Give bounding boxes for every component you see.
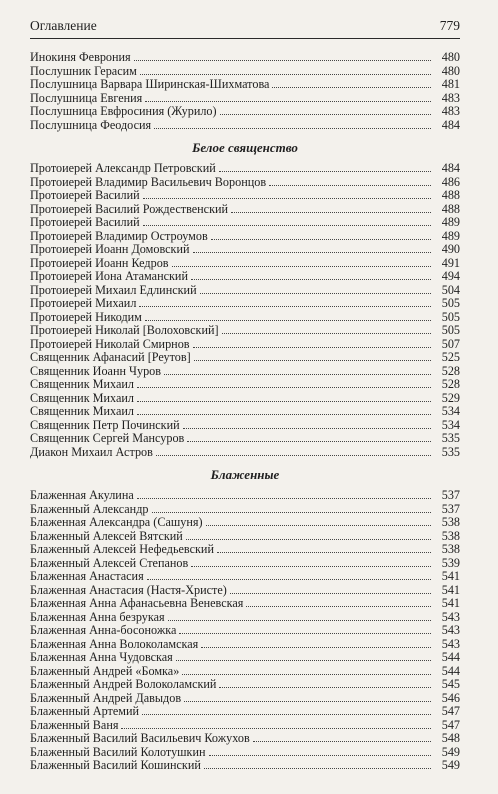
toc-entry [30,65,460,79]
toc-entry-page: 481 [441,77,460,91]
toc-entry [30,176,460,190]
toc-entry [30,705,460,719]
toc-entry-name: Блаженная Анастасия [30,569,144,583]
toc-entry-page: 549 [441,744,460,759]
toc-entry-name: Блаженная Анна безрукая [30,609,165,624]
toc-entry-page: 544 [441,650,460,664]
toc-entry [30,297,460,311]
dot-leader [217,543,431,553]
toc-entry-page: 489 [441,215,460,229]
toc-entry-name: Блаженный Андрей Волоколамский [30,677,217,691]
dot-leader [182,665,431,675]
toc-entry-page: 529 [441,390,460,405]
toc-entry-name: Блаженный Александр [30,501,149,516]
dot-leader [219,162,431,172]
toc-entry-page: 535 [441,444,460,459]
toc-entry-name: Блаженный Алексей Нефедьевский [30,542,214,556]
toc-entry-page: 543 [441,609,460,624]
toc-entry [30,759,460,773]
toc-entry-page: 484 [441,161,460,175]
toc-group-monastics [30,51,460,132]
dot-leader [204,759,431,769]
dot-leader [143,189,431,199]
toc-entry-name: Протоиерей Иоанн Домовский [30,242,190,256]
toc-entry-page: 548 [441,731,460,745]
dot-leader [201,638,431,648]
toc-entry [30,419,460,433]
dot-leader [172,257,431,267]
dot-leader [269,176,431,186]
dot-leader [143,216,431,226]
dot-leader [206,516,431,526]
toc-entry-name: Священник Петр Починский [30,417,180,432]
toc-entry-page: 505 [441,323,460,337]
toc-entry [30,638,460,652]
toc-entry-name: Диакон Михаил Астров [30,444,153,459]
toc-entry-name: Послушница Евгения [30,90,143,105]
toc-entry-name: Протоиерей Иона Атаманский [30,269,188,283]
dot-leader [246,597,431,607]
dot-leader [147,570,431,580]
section-title-white-clergy: Белое священство [192,140,298,155]
toc-entry [30,678,460,692]
toc-group-blessed [30,489,460,773]
toc-entry-page: 505 [441,309,460,324]
toc-entry-name: Блаженный Василий Кошинский [30,758,201,772]
toc-entry-name: Протоиерей Николай [Волоховский] [30,323,219,337]
toc-entry [30,584,460,598]
toc-entry [30,530,460,544]
dot-leader [230,584,431,594]
toc-entry-name: Блаженная Александра (Сашуня) [30,515,203,529]
dot-leader [193,243,431,253]
toc-entry [30,516,460,530]
toc-entry-page: 541 [441,569,460,583]
toc-entry-name: Блаженный Андрей Давыдов [30,690,182,705]
toc-entry-page: 538 [441,528,460,543]
toc-entry-name: Послушник Герасим [30,63,137,78]
dot-leader [140,65,431,75]
toc-entry [30,651,460,665]
toc-entry-name: Блаженный Василий Колотушкин [30,744,206,759]
toc-entry-page: 483 [441,104,460,118]
toc-entry [30,189,460,203]
toc-entry [30,446,460,460]
toc-entry-page: 538 [441,515,460,529]
toc-entry-name: Протоиерей Николай Смирнов [30,336,190,351]
toc-entry-page: 507 [441,336,460,351]
dot-leader [183,419,431,429]
toc-entry-name: Протоиерей Василий Рождественский [30,201,229,216]
toc-entry-page: 480 [441,63,460,78]
toc-entry [30,489,460,503]
dot-leader [191,270,431,280]
toc-entry-name: Блаженная Анна Чудовская [30,650,173,664]
dot-leader [137,392,431,402]
dot-leader [164,365,431,375]
dot-leader [219,678,431,688]
toc-entry-name: Блаженная Анна Афанасьевна Веневская [30,596,244,610]
toc-entry-page: 528 [441,377,460,391]
toc-entry [30,351,460,365]
toc-entry-name: Блаженный Василий Васильевич Кожухов [30,731,250,745]
dot-leader [191,557,431,567]
toc-entry-page: 490 [441,242,460,256]
toc-entry [30,311,460,325]
toc-entry-name: Послушница Евфросиния (Журило) [30,104,217,118]
dot-leader [222,324,431,334]
toc-entry [30,503,460,517]
dot-leader [156,446,431,456]
toc-entry [30,611,460,625]
toc-entry-name: Блаженный Алексей Вятский [30,528,183,543]
toc-entry-page: 547 [441,717,460,732]
toc-entry [30,51,460,65]
toc-entry-name: Блаженная Анна-босоножка [30,623,177,637]
toc-entry-page: 504 [441,282,460,297]
toc-entry-name: Священник Михаил [30,404,134,418]
toc-entry-name: Протоиерей Михаил Едлинский [30,282,197,297]
toc-entry [30,543,460,557]
toc-entry-name: Инокиня Феврония [30,50,131,64]
toc-entry-name: Протоиерей Владимир Васильевич Воронцов [30,174,267,189]
toc-entry-page: 489 [441,228,460,243]
dot-leader [193,338,431,348]
dot-leader [137,489,431,499]
toc-entry-name: Протоиерей Иоанн Кедров [30,255,169,270]
toc-entry [30,338,460,352]
toc-entry-page: 534 [441,417,460,432]
toc-entry-page: 484 [441,117,460,132]
toc-entry-name: Послушница Варвара Ширинская-Шихматова [30,77,270,91]
toc-entry [30,692,460,706]
toc-entry [30,324,460,338]
toc-entry-name: Блаженный Алексей Степанов [30,555,189,570]
toc-entry-page: 544 [441,663,460,678]
dot-leader [145,92,431,102]
toc-entry [30,732,460,746]
toc-entry [30,597,460,611]
toc-entry-page: 537 [441,501,460,516]
toc-entry-page: 483 [441,90,460,105]
dot-leader [220,105,431,115]
toc-entry-name: Священник Иоанн Чуров [30,363,162,378]
toc-entry-page: 543 [441,623,460,637]
toc-entry-name: Протоиерей Никодим [30,309,142,324]
dot-leader [154,119,431,129]
toc-entry-page: 480 [441,50,460,64]
toc-entry-page: 534 [441,404,460,418]
page-header [30,18,460,39]
toc-entry-name: Протоиерей Михаил [30,296,137,310]
toc-entry [30,92,460,106]
toc-entry [30,119,460,133]
toc-entry-page: 541 [441,596,460,610]
toc-entry [30,570,460,584]
header-title: Оглавление [30,18,97,33]
toc-entry-name: Блаженная Акулина [30,488,134,502]
toc-entry-name: Блаженная Анастасия (Настя-Христе) [30,582,227,597]
dot-leader [176,651,431,661]
dot-leader [186,530,431,540]
toc-entry-page: 543 [441,636,460,651]
dot-leader [142,705,431,715]
toc-entry-page: 525 [441,350,460,364]
dot-leader [137,378,431,388]
toc-entry [30,270,460,284]
toc-entry [30,284,460,298]
toc-entry-page: 486 [441,174,460,189]
toc-entry-page: 494 [441,269,460,283]
dot-leader [253,732,431,742]
dot-leader [134,51,431,61]
dot-leader [168,611,431,621]
dot-leader [211,230,431,240]
toc-entry-name: Протоиерей Василий [30,188,140,202]
toc-entry [30,203,460,217]
page-number: 779 [439,18,460,33]
toc-entry [30,257,460,271]
dot-leader [209,746,431,756]
toc-entry-page: 549 [441,758,460,772]
toc-entry-page: 488 [441,201,460,216]
toc-entry [30,78,460,92]
toc-page [30,18,460,777]
toc-entry-page: 546 [441,690,460,705]
toc-entry-page: 541 [441,582,460,597]
dot-leader [187,432,431,442]
toc-entry-name: Послушница Феодосия [30,117,152,132]
toc-entry-page: 539 [441,555,460,570]
dot-leader [200,284,431,294]
toc-entry [30,432,460,446]
dot-leader [272,78,431,88]
toc-entry-name: Блаженная Анна Волоколамская [30,636,199,651]
toc-entry-name: Блаженный Артемий [30,704,140,718]
toc-entry [30,557,460,571]
toc-entry [30,665,460,679]
toc-entry-page: 545 [441,677,460,691]
dot-leader [152,503,432,513]
toc-entry-page: 537 [441,488,460,502]
toc-entry [30,624,460,638]
toc-entry-name: Священник Афанасий [Реутов] [30,350,191,364]
toc-entry-name: Блаженный Ваня [30,717,119,732]
toc-entry-name: Священник Михаил [30,377,134,391]
toc-entry [30,719,460,733]
dot-leader [179,624,431,634]
toc-entry [30,105,460,119]
dot-leader [194,351,431,361]
dot-leader [137,405,431,415]
toc-entry-page: 547 [441,704,460,718]
dot-leader [145,311,431,321]
toc-entry-name: Блаженный Андрей «Бомка» [30,663,180,678]
toc-entry [30,378,460,392]
toc-entry-name: Протоиерей Владимир Остроумов [30,228,208,243]
toc-entry-name: Священник Сергей Мансуров [30,431,185,445]
toc-entry [30,162,460,176]
toc-entry [30,216,460,230]
toc-entry-name: Протоиерей Василий [30,215,140,229]
toc-entry-page: 505 [441,296,460,310]
toc-group-white-clergy [30,162,460,459]
toc-entry [30,365,460,379]
toc-entry [30,230,460,244]
dot-leader [184,692,431,702]
toc-entry [30,405,460,419]
dot-leader [139,297,431,307]
toc-entry [30,243,460,257]
toc-entry-name: Священник Михаил [30,390,134,405]
toc-entry-page: 538 [441,542,460,556]
toc-entry-page: 535 [441,431,460,445]
toc-entry [30,392,460,406]
dot-leader [231,203,431,213]
toc-entry [30,746,460,760]
toc-entry-page: 528 [441,363,460,378]
section-title-blessed: Блаженные [210,467,280,482]
toc-entry-page: 491 [441,255,460,270]
toc-entry-page: 488 [441,188,460,202]
dot-leader [121,719,431,729]
toc-entry-name: Протоиерей Александр Петровский [30,161,216,175]
